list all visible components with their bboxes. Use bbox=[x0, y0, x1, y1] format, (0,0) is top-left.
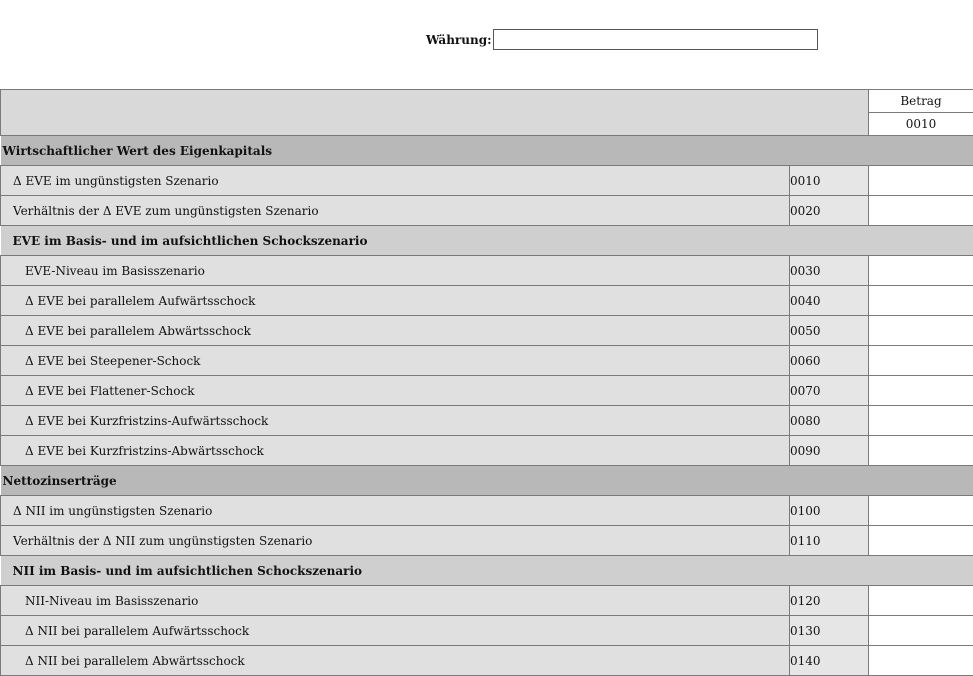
table-row bbox=[1, 166, 973, 196]
amount-input[interactable] bbox=[869, 496, 973, 525]
row-label: Δ EVE bei parallelem Aufwärtsschock bbox=[1, 286, 790, 316]
row-value-cell[interactable] bbox=[869, 646, 973, 676]
row-code: 0040 bbox=[790, 286, 869, 316]
table-row bbox=[1, 586, 973, 616]
row-value-cell[interactable] bbox=[869, 316, 973, 346]
section-row-nii bbox=[1, 466, 973, 496]
row-label: Verhältnis der Δ NII zum ungünstigsten Szenario bbox=[1, 526, 790, 556]
row-value-cell[interactable] bbox=[869, 436, 973, 466]
row-code: 0010 bbox=[790, 166, 869, 196]
section-title: Wirtschaftlicher Wert des Eigenkapitals bbox=[1, 136, 973, 166]
table-row bbox=[1, 496, 973, 526]
row-value-cell[interactable] bbox=[869, 496, 973, 526]
subsection-title: NII im Basis- und im aufsichtlichen Schockszenario bbox=[1, 556, 973, 586]
amount-input[interactable] bbox=[869, 166, 973, 195]
table-row bbox=[1, 406, 973, 436]
row-label: EVE-Niveau im Basisszenario bbox=[1, 256, 790, 286]
column-title-betrag: Betrag bbox=[869, 90, 973, 113]
amount-input[interactable] bbox=[869, 256, 973, 285]
amount-input[interactable] bbox=[869, 646, 973, 675]
table-row bbox=[1, 436, 973, 466]
subsection-title: EVE im Basis- und im aufsichtlichen Schockszenario bbox=[1, 226, 973, 256]
report-table bbox=[0, 89, 973, 676]
row-label: Δ NII bei parallelem Abwärtsschock bbox=[1, 646, 790, 676]
row-value-cell[interactable] bbox=[869, 376, 973, 406]
row-code: 0030 bbox=[790, 256, 869, 286]
row-value-cell[interactable] bbox=[869, 166, 973, 196]
table-row bbox=[1, 646, 973, 676]
row-value-cell[interactable] bbox=[869, 586, 973, 616]
row-code: 0140 bbox=[790, 646, 869, 676]
currency-input[interactable] bbox=[493, 29, 818, 50]
row-value-cell[interactable] bbox=[869, 406, 973, 436]
row-label: Δ EVE bei Kurzfristzins-Abwärtsschock bbox=[1, 436, 790, 466]
row-label: Δ EVE bei parallelem Abwärtsschock bbox=[1, 316, 790, 346]
section-row-eve bbox=[1, 136, 973, 166]
header-row bbox=[1, 90, 973, 113]
row-label: Δ EVE bei Kurzfristzins-Aufwärtsschock bbox=[1, 406, 790, 436]
column-code: 0010 bbox=[869, 113, 973, 136]
row-label: Δ EVE im ungünstigsten Szenario bbox=[1, 166, 790, 196]
header-blank-cell bbox=[1, 90, 869, 136]
row-code: 0070 bbox=[790, 376, 869, 406]
row-label: Verhältnis der Δ EVE zum ungünstigsten Szenario bbox=[1, 196, 790, 226]
row-label: Δ EVE bei Steepener-Schock bbox=[1, 346, 790, 376]
row-code: 0050 bbox=[790, 316, 869, 346]
row-code: 0080 bbox=[790, 406, 869, 436]
row-value-cell[interactable] bbox=[869, 286, 973, 316]
row-value-cell[interactable] bbox=[869, 346, 973, 376]
amount-input[interactable] bbox=[869, 526, 973, 555]
table-row bbox=[1, 376, 973, 406]
amount-input[interactable] bbox=[869, 346, 973, 375]
table-row bbox=[1, 256, 973, 286]
amount-input[interactable] bbox=[869, 286, 973, 315]
amount-input[interactable] bbox=[869, 436, 973, 465]
row-label: NII-Niveau im Basisszenario bbox=[1, 586, 790, 616]
row-value-cell[interactable] bbox=[869, 526, 973, 556]
section-title: Nettozinserträge bbox=[1, 466, 973, 496]
amount-input[interactable] bbox=[869, 196, 973, 225]
amount-input[interactable] bbox=[869, 406, 973, 435]
row-label: Δ NII bei parallelem Aufwärtsschock bbox=[1, 616, 790, 646]
row-code: 0060 bbox=[790, 346, 869, 376]
row-value-cell[interactable] bbox=[869, 616, 973, 646]
amount-input[interactable] bbox=[869, 616, 973, 645]
table-row bbox=[1, 526, 973, 556]
table-row bbox=[1, 616, 973, 646]
row-value-cell[interactable] bbox=[869, 256, 973, 286]
table-row bbox=[1, 286, 973, 316]
table-row bbox=[1, 196, 973, 226]
table-row bbox=[1, 346, 973, 376]
currency-label: Währung: bbox=[426, 33, 492, 47]
amount-input[interactable] bbox=[869, 586, 973, 615]
amount-input[interactable] bbox=[869, 376, 973, 405]
row-label: Δ EVE bei Flattener-Schock bbox=[1, 376, 790, 406]
row-label: Δ NII im ungünstigsten Szenario bbox=[1, 496, 790, 526]
subsection-row-eve-scenarios bbox=[1, 226, 973, 256]
row-code: 0130 bbox=[790, 616, 869, 646]
amount-input[interactable] bbox=[869, 316, 973, 345]
row-code: 0100 bbox=[790, 496, 869, 526]
row-code: 0090 bbox=[790, 436, 869, 466]
row-value-cell[interactable] bbox=[869, 196, 973, 226]
row-code: 0120 bbox=[790, 586, 869, 616]
table-row bbox=[1, 316, 973, 346]
row-code: 0020 bbox=[790, 196, 869, 226]
row-code: 0110 bbox=[790, 526, 869, 556]
subsection-row-nii-scenarios bbox=[1, 556, 973, 586]
